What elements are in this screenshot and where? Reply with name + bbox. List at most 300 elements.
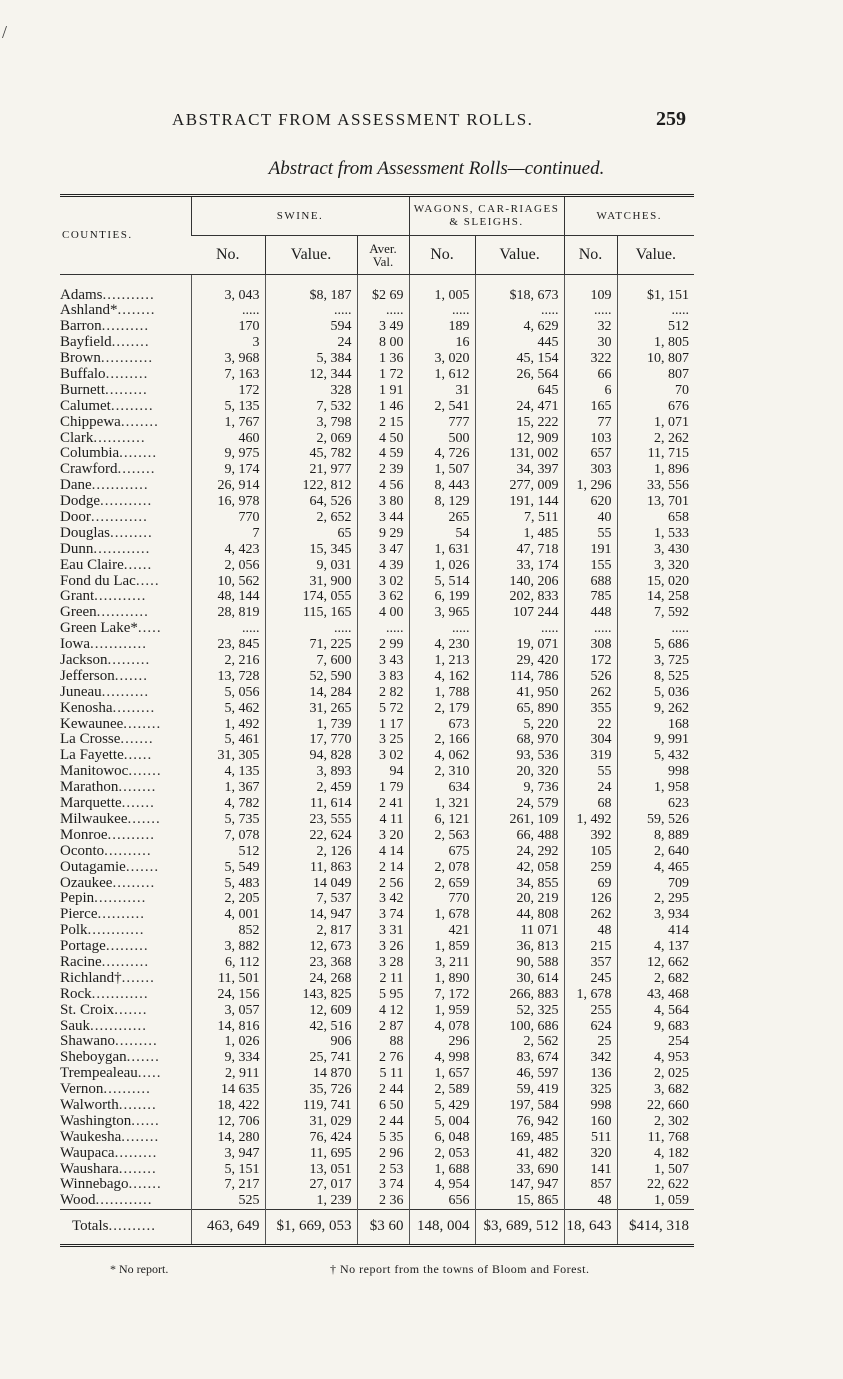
table-row	[60, 1002, 694, 1018]
leader-dots: .........	[107, 652, 151, 669]
table-cell: 48, 144	[191, 589, 265, 605]
col-swine-aver-val: Aver. Val.	[357, 236, 409, 275]
table-cell: 94, 828	[265, 748, 357, 764]
table-cell: 2, 640	[617, 843, 694, 859]
table-cell: 2, 459	[265, 780, 357, 796]
table-cell: 15, 865	[475, 1193, 564, 1209]
table-cell: 3, 882	[191, 939, 265, 955]
table-row	[60, 478, 694, 494]
table-row	[60, 494, 694, 510]
table-cell: 11, 863	[265, 859, 357, 875]
table-cell: 17, 770	[265, 732, 357, 748]
table-cell: 191	[564, 541, 617, 557]
table-cell: 785	[564, 589, 617, 605]
table-cell: 155	[564, 557, 617, 573]
table-cell: 1, 239	[265, 1193, 357, 1209]
table-cell: 6, 112	[191, 955, 265, 971]
county-name: Grant...........	[60, 588, 147, 605]
leader-dots: ............	[93, 540, 151, 557]
county-name: Jefferson.......	[60, 667, 148, 684]
table-cell: 5, 483	[191, 875, 265, 891]
table-cell: 5, 135	[191, 398, 265, 414]
table-cell: $18, 673	[475, 275, 564, 304]
table-cell: .....	[475, 621, 564, 637]
table-row	[60, 812, 694, 828]
county-name: Calumet.........	[60, 397, 154, 414]
table-cell: 9 29	[357, 525, 409, 541]
table-cell: 1 72	[357, 367, 409, 383]
table-cell: 320	[564, 1145, 617, 1161]
table-cell: 20, 320	[475, 764, 564, 780]
leader-dots: ......	[131, 1112, 160, 1129]
table-row	[60, 923, 694, 939]
table-cell: 1, 485	[475, 525, 564, 541]
table-cell: 2, 025	[617, 1066, 694, 1082]
county-name: Sheboygan.......	[60, 1049, 160, 1066]
table-cell: 3	[191, 335, 265, 351]
leader-dots: .......	[121, 795, 155, 812]
county-name: Bayfield........	[60, 334, 150, 351]
table-cell: 2 44	[357, 1082, 409, 1098]
table-cell: 45, 782	[265, 446, 357, 462]
table-cell: 191, 144	[475, 494, 564, 510]
table-cell: 5, 056	[191, 684, 265, 700]
table-cell: 8, 443	[409, 478, 475, 494]
table-cell: 28, 819	[191, 605, 265, 621]
table-cell: 2, 682	[617, 970, 694, 986]
col-wagons-no: No.	[409, 236, 475, 275]
table-cell: 2, 056	[191, 557, 265, 573]
table-cell: 16, 978	[191, 494, 265, 510]
running-title: ABSTRACT FROM ASSESSMENT ROLLS.	[172, 110, 534, 129]
table-cell: .....	[357, 621, 409, 637]
table-cell: 3, 211	[409, 955, 475, 971]
table-cell: 421	[409, 923, 475, 939]
table-cell: 1, 678	[409, 907, 475, 923]
table-cell: 189	[409, 319, 475, 335]
table-cell: 7, 600	[265, 653, 357, 669]
table-cell: 1, 026	[191, 1034, 265, 1050]
table-cell: 42, 058	[475, 859, 564, 875]
table-cell: 3, 934	[617, 907, 694, 923]
table-cell: 261, 109	[475, 812, 564, 828]
county-name: Pepin...........	[60, 890, 147, 907]
table-row	[60, 367, 694, 383]
table-cell: 24	[265, 335, 357, 351]
table-cell: 30, 614	[475, 970, 564, 986]
table-subtitle: Abstract from Assessment Rolls—continued.	[268, 158, 605, 179]
table-cell: 319	[564, 748, 617, 764]
table-cell: 3, 947	[191, 1145, 265, 1161]
table-row	[60, 1098, 694, 1114]
table-cell: 4 00	[357, 605, 409, 621]
table-cell: 4 12	[357, 1002, 409, 1018]
county-name: Iowa............	[60, 636, 147, 653]
table-cell: 14 870	[265, 1066, 357, 1082]
table-cell: 2, 817	[265, 923, 357, 939]
table-cell: 24, 156	[191, 986, 265, 1002]
table-cell: 3 02	[357, 748, 409, 764]
table-cell: 147, 947	[475, 1177, 564, 1193]
leader-dots: ........	[123, 715, 162, 732]
table-row	[60, 1066, 694, 1082]
county-name: St. Croix.......	[60, 1001, 148, 1018]
county-name: Dodge...........	[60, 493, 153, 510]
table-cell: .....	[265, 621, 357, 637]
table-cell: 3 20	[357, 827, 409, 843]
county-name: Green Lake*.....	[60, 620, 162, 637]
table-cell: 41, 482	[475, 1145, 564, 1161]
table-cell: 4 59	[357, 446, 409, 462]
leader-dots: ........	[111, 334, 150, 351]
table-cell: 3, 893	[265, 764, 357, 780]
table-cell: 3, 057	[191, 1002, 265, 1018]
table-cell: 12, 344	[265, 367, 357, 383]
table-row	[60, 1161, 694, 1177]
county-name: Brown...........	[60, 350, 154, 367]
table-cell: .....	[564, 303, 617, 319]
table-cell: 2, 216	[191, 653, 265, 669]
table-cell: 6	[564, 382, 617, 398]
table-cell: 59, 419	[475, 1082, 564, 1098]
county-name: Sauk............	[60, 1017, 147, 1034]
county-name: Oconto..........	[60, 842, 152, 859]
totals-cell: 18, 643	[564, 1209, 617, 1244]
table-cell: 202, 833	[475, 589, 564, 605]
table-cell: 160	[564, 1113, 617, 1129]
table-cell: 262	[564, 907, 617, 923]
county-name: Waushara........	[60, 1160, 157, 1177]
table-cell: 2 96	[357, 1145, 409, 1161]
table-cell: 3 31	[357, 923, 409, 939]
table-cell: 14, 947	[265, 907, 357, 923]
table-cell: 2, 053	[409, 1145, 475, 1161]
table-cell: 1, 678	[564, 986, 617, 1002]
table-cell: 259	[564, 859, 617, 875]
table-cell: 114, 786	[475, 668, 564, 684]
table-row	[60, 843, 694, 859]
table-cell: .....	[475, 303, 564, 319]
table-cell: 2 82	[357, 684, 409, 700]
table-cell: 24, 471	[475, 398, 564, 414]
table-cell: 3, 798	[265, 414, 357, 430]
table-cell: 9, 736	[475, 780, 564, 796]
table-cell: 16	[409, 335, 475, 351]
table-cell: 3, 430	[617, 541, 694, 557]
table-cell: 48	[564, 1193, 617, 1209]
table-cell: 525	[191, 1193, 265, 1209]
table-cell: 107 244	[475, 605, 564, 621]
table-cell: 328	[265, 382, 357, 398]
table-cell: 2 15	[357, 414, 409, 430]
table-row	[60, 716, 694, 732]
table-row	[60, 446, 694, 462]
table-cell: 2 36	[357, 1193, 409, 1209]
table-cell: 14 635	[191, 1082, 265, 1098]
table-cell: 2 44	[357, 1113, 409, 1129]
table-cell: 13, 728	[191, 668, 265, 684]
leader-dots: ........	[119, 445, 158, 462]
table-cell: 1, 213	[409, 653, 475, 669]
leader-dots: ........	[117, 461, 156, 478]
county-name: Crawford........	[60, 461, 156, 478]
table-cell: 3 62	[357, 589, 409, 605]
table-row	[60, 1129, 694, 1145]
leader-dots: ...........	[100, 350, 154, 367]
table-row	[60, 398, 694, 414]
table-cell: 19, 071	[475, 637, 564, 653]
table-cell: 308	[564, 637, 617, 653]
assessment-table-container	[60, 194, 694, 1247]
table-cell: 5, 514	[409, 573, 475, 589]
leader-dots: ........	[121, 1128, 160, 1145]
table-row	[60, 319, 694, 335]
table-cell: 14, 284	[265, 684, 357, 700]
county-name: Door............	[60, 509, 148, 526]
table-cell: 70	[617, 382, 694, 398]
table-cell: 3 83	[357, 668, 409, 684]
table-cell: 26, 914	[191, 478, 265, 494]
county-name: Green...........	[60, 604, 149, 621]
county-name: Ashland*........	[60, 302, 156, 319]
table-cell: 43, 468	[617, 986, 694, 1002]
county-name: Rock............	[60, 985, 149, 1002]
table-row	[60, 827, 694, 843]
table-cell: 500	[409, 430, 475, 446]
table-cell: 13, 701	[617, 494, 694, 510]
table-cell: 24, 268	[265, 970, 357, 986]
table-cell: 392	[564, 827, 617, 843]
table-cell: 1, 296	[564, 478, 617, 494]
leader-dots: .......	[128, 1176, 162, 1193]
table-cell: 3, 682	[617, 1082, 694, 1098]
table-row	[60, 541, 694, 557]
leader-dots: .........	[115, 1033, 158, 1050]
leader-dots: ............	[91, 985, 149, 1002]
totals-label: Totals..........	[60, 1209, 191, 1244]
table-row	[60, 525, 694, 541]
table-cell: 5, 384	[265, 351, 357, 367]
margin-mark: /	[2, 22, 8, 42]
county-name: Kenosha.........	[60, 699, 156, 716]
table-cell: 7, 172	[409, 986, 475, 1002]
table-cell: 1 17	[357, 716, 409, 732]
table-row	[60, 621, 694, 637]
table-cell: 3 49	[357, 319, 409, 335]
table-cell: 7, 511	[475, 510, 564, 526]
table-cell: 4, 135	[191, 764, 265, 780]
table-cell: 126	[564, 891, 617, 907]
table-cell: 1, 688	[409, 1161, 475, 1177]
watches-header: WATCHES.	[564, 196, 694, 236]
table-cell: 9, 334	[191, 1050, 265, 1066]
table-row	[60, 573, 694, 589]
table-cell: 7, 592	[617, 605, 694, 621]
table-cell: 76, 424	[265, 1129, 357, 1145]
table-row	[60, 1050, 694, 1066]
table-cell: 5, 461	[191, 732, 265, 748]
table-cell: 1 79	[357, 780, 409, 796]
county-name: Barron..........	[60, 318, 150, 335]
table-cell: 5, 686	[617, 637, 694, 653]
county-name: La Crosse.......	[60, 731, 154, 748]
table-cell: .....	[191, 303, 265, 319]
table-cell: 2, 562	[475, 1034, 564, 1050]
leader-dots: .........	[110, 397, 154, 414]
group-header-row	[60, 196, 694, 236]
table-cell: 9, 991	[617, 732, 694, 748]
table-cell: 12, 909	[475, 430, 564, 446]
table-cell: 770	[409, 891, 475, 907]
leader-dots: .........	[105, 366, 149, 382]
table-cell: 5, 735	[191, 812, 265, 828]
table-cell: 5, 220	[475, 716, 564, 732]
table-cell: $2 69	[357, 275, 409, 304]
swine-header: SWINE.	[191, 196, 409, 236]
table-row	[60, 748, 694, 764]
table-cell: 12, 662	[617, 955, 694, 971]
table-cell: 4 56	[357, 478, 409, 494]
leader-dots: ............	[91, 477, 149, 494]
table-cell: 3 74	[357, 1177, 409, 1193]
county-name: Racine..........	[60, 953, 150, 970]
col-watches-no: No.	[564, 236, 617, 275]
table-cell: 296	[409, 1034, 475, 1050]
table-cell: 1, 631	[409, 541, 475, 557]
table-row	[60, 275, 694, 304]
page-header	[0, 108, 843, 138]
table-cell: 3 47	[357, 541, 409, 557]
table-cell: 1, 657	[409, 1066, 475, 1082]
table-cell: 22, 624	[265, 827, 357, 843]
county-name: Buffalo.........	[60, 366, 149, 382]
table-cell: 7, 537	[265, 891, 357, 907]
table-cell: 24	[564, 780, 617, 796]
table-cell: 15, 345	[265, 541, 357, 557]
totals-cell: $414, 318	[617, 1209, 694, 1244]
leader-dots: ............	[95, 1192, 153, 1209]
table-cell: 3 74	[357, 907, 409, 923]
table-row	[60, 939, 694, 955]
table-cell: 445	[475, 335, 564, 351]
table-row	[60, 986, 694, 1002]
table-cell: 33, 174	[475, 557, 564, 573]
table-cell: 15, 020	[617, 573, 694, 589]
col-wagons-value: Value.	[475, 236, 564, 275]
county-name: Ozaukee.........	[60, 874, 156, 891]
table-cell: 22	[564, 716, 617, 732]
table-cell: 47, 718	[475, 541, 564, 557]
table-cell: 33, 690	[475, 1161, 564, 1177]
table-row	[60, 303, 694, 319]
table-cell: 1, 533	[617, 525, 694, 541]
table-cell: 5 95	[357, 986, 409, 1002]
table-cell: .....	[409, 621, 475, 637]
county-name: Outagamie.......	[60, 858, 160, 875]
table-cell: 512	[617, 319, 694, 335]
table-cell: 66, 488	[475, 827, 564, 843]
table-cell: 2 11	[357, 970, 409, 986]
table-row	[60, 653, 694, 669]
leader-dots: .........	[110, 524, 153, 541]
table-cell: 3, 725	[617, 653, 694, 669]
county-name: Adams...........	[60, 286, 155, 303]
table-row	[60, 668, 694, 684]
county-name: Wood............	[60, 1192, 153, 1209]
table-cell: 25	[564, 1034, 617, 1050]
table-cell: 172	[191, 382, 265, 398]
table-cell: 3 43	[357, 653, 409, 669]
totals-row	[60, 1209, 694, 1244]
leader-dots: ..........	[107, 826, 155, 843]
table-row	[60, 1018, 694, 1034]
table-cell: 59, 526	[617, 812, 694, 828]
county-name: Vernon..........	[60, 1081, 151, 1098]
footnote-no-report-towns: † No report from the towns of Bloom and Forest.	[330, 1262, 590, 1276]
table-cell: 3 02	[357, 573, 409, 589]
table-cell: 41, 950	[475, 684, 564, 700]
table-cell: 12, 673	[265, 939, 357, 955]
table-bottom-rule	[60, 1244, 694, 1247]
table-cell: 119, 741	[265, 1098, 357, 1114]
table-cell: 460	[191, 430, 265, 446]
table-cell: 998	[617, 764, 694, 780]
wagons-header: WAGONS, CAR-RIAGES & SLEIGHS.	[409, 196, 564, 236]
table-cell: 27, 017	[265, 1177, 357, 1193]
table-cell: 1, 492	[191, 716, 265, 732]
leader-dots: .........	[105, 938, 149, 955]
table-cell: 68, 970	[475, 732, 564, 748]
leader-dots: .........	[112, 699, 156, 716]
counties-header: COUNTIES.	[60, 196, 191, 275]
leader-dots: ........	[118, 1160, 157, 1177]
table-cell: 266, 883	[475, 986, 564, 1002]
leader-dots: .........	[105, 381, 148, 398]
leader-dots: ............	[87, 922, 145, 939]
table-row	[60, 700, 694, 716]
table-cell: 304	[564, 732, 617, 748]
table-cell: 168	[617, 716, 694, 732]
table-cell: 3 25	[357, 732, 409, 748]
table-cell: 2 99	[357, 637, 409, 653]
table-cell: 5 11	[357, 1066, 409, 1082]
table-row	[60, 1113, 694, 1129]
table-cell: 3, 320	[617, 557, 694, 573]
table-cell: 169, 485	[475, 1129, 564, 1145]
table-cell: 245	[564, 970, 617, 986]
table-cell: 66	[564, 367, 617, 383]
table-row	[60, 557, 694, 573]
table-cell: 33, 556	[617, 478, 694, 494]
table-cell: 20, 219	[475, 891, 564, 907]
table-cell: 673	[409, 716, 475, 732]
col-swine-value: Value.	[265, 236, 357, 275]
leader-dots: .......	[120, 731, 154, 748]
table-cell: 31, 029	[265, 1113, 357, 1129]
leader-dots: ..........	[101, 953, 150, 970]
table-row	[60, 382, 694, 398]
table-cell: 3 44	[357, 510, 409, 526]
table-cell: 1, 026	[409, 557, 475, 573]
table-cell: 998	[564, 1098, 617, 1114]
table-cell: 11, 715	[617, 446, 694, 462]
table-cell: 1, 507	[617, 1161, 694, 1177]
leader-dots: .......	[114, 1001, 148, 1018]
totals-cell: $3 60	[357, 1209, 409, 1244]
table-cell: 5, 432	[617, 748, 694, 764]
table-cell: 170	[191, 319, 265, 335]
table-cell: 2, 541	[409, 398, 475, 414]
